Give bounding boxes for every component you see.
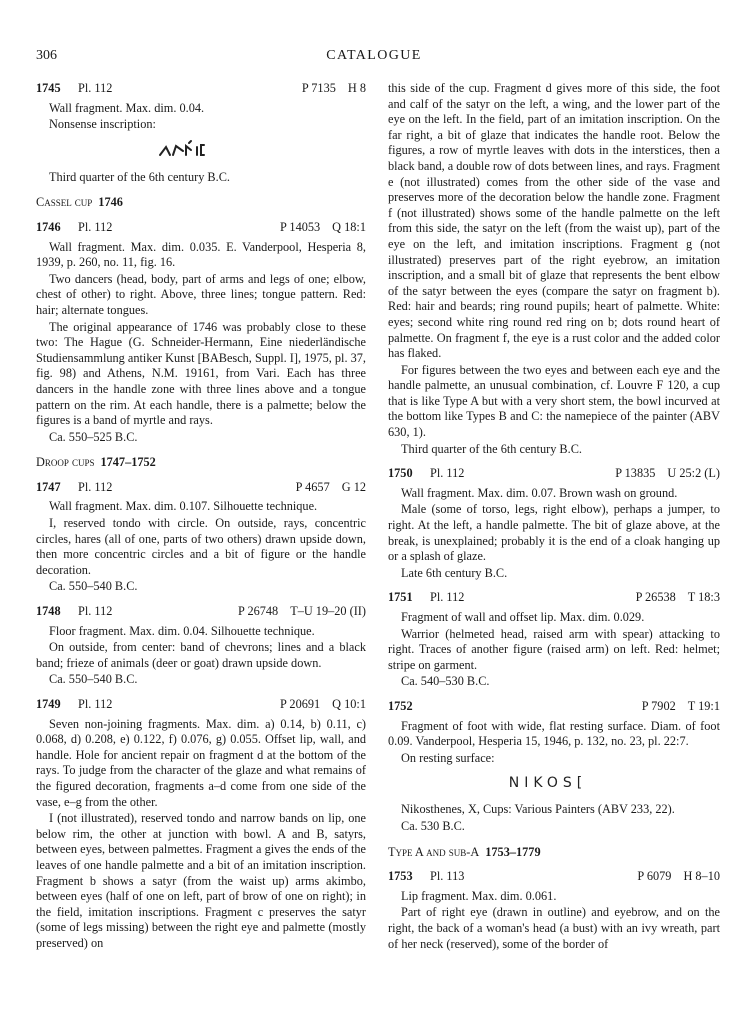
description: this side of the cup. Fragment d gives more of this side, the foot and calf of the satyr on the left, a wing, and the lower part of the eye on the left. In the field, part of an imitation inscription. On the far right, a bit of glaze that indicates the handle root. Below the figures, a row of myrtle leaves with dots in the interstices, then a black band, a double row of dots between lines, and rays. Fragment e (not illustrated) comes from the other side of the vase and preserves more of the decoration below the handle zone. Fragment f (not illustrated) shows some of the handle palmette on the left from this side, the satyr on the left (from the waist up), part of the eye on the left, and imitation inscriptions. Fragment g (not illustrated) preserves part of the right eyebrow, an imitation inscription, and a small bit of glaze that represents the bent elbow of the satyr between the eyes (compare the satyr on fragment b). Red: hair and beards; ring round pupils; heart of palmette. White: eyes; second white ring round red ring on b; dots round heart of palmette. On fragment f, the eye is a rust color and the added color has flaked. — [388, 81, 720, 361]
inventory-number: P 7902 — [641, 698, 676, 713]
right-column — [388, 81, 720, 961]
section-range: 1753–1779 — [485, 844, 541, 859]
description: Fragment of foot with wide, flat resting surface. Diam. of foot 0.09. Vanderpool, Hesperia 15, 1946, p. 132, no. 23, pl. 22:7. — [388, 718, 720, 749]
entry-header — [388, 590, 720, 606]
catalogue-entry-1747 — [36, 480, 366, 595]
section-range: 1747–1752 — [100, 455, 156, 470]
inventory-number: P 13835 — [615, 466, 656, 481]
inscription-text: NIKOS[ — [508, 775, 588, 792]
page-number: 306 — [36, 48, 57, 63]
plate-ref: Pl. 112 — [430, 590, 465, 605]
plate-ref: Pl. 112 — [78, 219, 113, 234]
inventory-number: P 26538 — [635, 590, 676, 605]
inventory-number: P 7135 — [301, 81, 336, 95]
description: Wall fragment. Max. dim. 0.035. E. Vanderpool, Hesperia 8, 1939, p. 260, no. 11, fig. 16. — [36, 239, 366, 270]
plate-ref: Pl. 112 — [78, 81, 113, 95]
commentary: For figures between the two eyes and between each eye and the handle palmette, an unusual combination, cf. Louvre F 120, a cup that is like Type A but with a very short stem, the bowl incurved at the bottom like Types B and C: the namepiece of the painter (ABV 630, 1). — [388, 362, 720, 440]
left-column — [36, 81, 366, 961]
section-label: Type A and sub-A — [388, 844, 480, 859]
inventory-number: P 26748 — [237, 604, 279, 619]
entry-number: 1753 — [388, 869, 413, 884]
attribution: Nikosthenes, X, Cups: Various Painters (ABV 233, 22). — [401, 802, 675, 817]
description: Wall fragment. Max. dim. 0.04. — [49, 100, 205, 115]
entry-header — [388, 869, 720, 885]
entry-header — [36, 220, 366, 236]
inventory-number: P 14053 — [279, 219, 321, 234]
plate-ref: Pl. 112 — [78, 697, 113, 711]
plate-ref: Pl. 112 — [78, 604, 113, 619]
nonsense-inscription-drawing — [156, 137, 366, 165]
description: Fragment of wall and offset lip. Max. dim. 0.029. — [401, 610, 645, 624]
description: I (not illustrated), reserved tondo and narrow bands on lip, one below rim, the other at junction with bowl. A and B, satyrs, between eyes, between palmettes. Fragment a gives the ends of the leaves of one handle palmette and a bit of an imitation inscription. Fragment b shows a satyr (from the waist up) arms akimbo, between eyes (half of one on left, part of brow of one on right); in the field, imitation inscriptions. Fragment c preserves the satyr (some of legs missing) between the right eye and palmette (mostly preserved) on — [36, 811, 366, 950]
section-range: 1746 — [98, 195, 123, 210]
catalogue-entry-1753 — [388, 869, 720, 952]
findspot: H 8 — [347, 81, 366, 95]
plate-ref: Pl. 113 — [430, 869, 465, 884]
date: Ca. 540–530 B.C. — [401, 674, 490, 689]
description: Nonsense inscription: — [49, 117, 156, 132]
entry-number: 1749 — [36, 697, 61, 711]
description: Seven non-joining fragments. Max. dim. a) 0.14, b) 0.11, c) 0.068, d) 0.208, e) 0.122, f) 0.076, g) 0.055. Offset lip, wall, and handle. Hole for ancient repair on fragment d at the bottom of the rays. To judge from the character of the glaze and what remains of the figured decoration, fragments a–d come from one side of the vase, e–g from the other. — [36, 716, 366, 809]
nikosthenes-inscription — [388, 770, 720, 796]
findspot: Q 18:1 — [332, 219, 366, 234]
date: Late 6th century B.C. — [401, 565, 508, 580]
entry-number: 1752 — [388, 698, 413, 713]
date: Third quarter of the 6th century B.C. — [401, 441, 582, 456]
plate-ref: Pl. 112 — [430, 466, 465, 481]
date: Ca. 550–540 B.C. — [49, 579, 138, 594]
entry-header — [36, 480, 366, 496]
entry-header — [388, 466, 720, 482]
catalogue-entry-1752 — [388, 699, 720, 835]
section-heading-droop — [36, 455, 366, 471]
catalogue-entry-1750 — [388, 466, 720, 581]
description: Warrior (helmeted head, raised arm with spear) attacking to right. Traces of another figure (raised arm) on left. Red: helmet; stripe on garment. — [388, 626, 720, 672]
description: Two dancers (head, body, part of arms and legs of one; elbow, chest of other) to right. Above, three lines; tongue pattern. Red: hair; alternate tongues. — [36, 271, 366, 317]
section-heading-type-a — [388, 845, 720, 861]
entry-number: 1748 — [36, 604, 61, 619]
entry-number: 1747 — [36, 479, 61, 494]
findspot: Q 10:1 — [332, 697, 366, 711]
description: Male (some of torso, legs, right elbow), perhaps a jumper, to right. At the left, a handle palmette. The bit of glaze above, at the break, is unexplained; probably it is the end of a cloak hanging up or a splash of glaze. — [388, 502, 720, 564]
catalogue-entry-1749-continued — [388, 81, 720, 457]
findspot: T 18:3 — [687, 590, 720, 605]
catalogue-entry-1745 — [36, 81, 366, 185]
plate-ref — [430, 699, 642, 715]
date: Ca. 550–525 B.C. — [49, 429, 138, 444]
catalogue-entry-1749 — [36, 697, 366, 952]
date: Third quarter of the 6th century B.C. — [49, 169, 230, 184]
description: On outside, from center: band of chevrons; lines and a black band; frieze of animals (deer or goat) drawn upside down. — [36, 640, 366, 670]
entry-number: 1751 — [388, 590, 413, 605]
inventory-number: P 6079 — [637, 869, 672, 884]
catalogue-entry-1751 — [388, 590, 720, 690]
entry-header — [36, 697, 366, 713]
inventory-number: P 4657 — [295, 479, 330, 494]
running-title: CATALOGUE — [326, 48, 422, 63]
commentary: The original appearance of 1746 was probably close to these two: The Hague (G. Schneider-Hermann, Eine niederländische Studiensammlung antiker Kunst [BABesch, Suppl. I], 1975, pl. 37, fig. 98) and Athens, N.M. 19161, from Vari. Each has three dancers in the handle zone with three lines above and a tongue pattern on the rim. At each handle, there is a palmette; below the figures is a band of myrtle and rays. — [36, 319, 366, 428]
findspot: T 19:1 — [687, 698, 720, 713]
description: Lip fragment. Max. dim. 0.061. — [401, 888, 557, 903]
findspot: U 25:2 (L) — [667, 466, 720, 481]
entry-header — [36, 81, 366, 97]
plate-ref: Pl. 112 — [78, 479, 113, 494]
findspot: G 12 — [341, 479, 366, 494]
description: Part of right eye (drawn in outline) and eyebrow, and on the right, the back of a woman's head (a bust) with an ivy wreath, part of her neck (reserved), some of the border of — [388, 905, 720, 951]
description: Floor fragment. Max. dim. 0.04. Silhouette technique. — [49, 623, 315, 638]
section-label: Cassel cup — [36, 195, 93, 210]
findspot: H 8–10 — [683, 869, 720, 884]
findspot: T–U 19–20 (II) — [290, 604, 366, 619]
description: Wall fragment. Max. dim. 0.107. Silhouette technique. — [49, 499, 318, 514]
date: Ca. 530 B.C. — [401, 818, 465, 833]
description: Wall fragment. Max. dim. 0.07. Brown wash on ground. — [401, 485, 678, 500]
entry-number: 1745 — [36, 81, 61, 95]
catalogue-entry-1748 — [36, 604, 366, 688]
section-heading-cassel — [36, 195, 366, 211]
entry-header — [36, 604, 366, 620]
description: I, reserved tondo with circle. On outside, rays, concentric circles, hares (all of one, parts of two others) drawn upside down, then more concentric circles and a bit of figure or the handle decoration. — [36, 516, 366, 577]
entry-header — [388, 699, 720, 715]
entry-number: 1750 — [388, 466, 413, 481]
date: Ca. 550–540 B.C. — [49, 672, 138, 687]
entry-number: 1746 — [36, 219, 61, 234]
catalogue-entry-1746 — [36, 220, 366, 445]
section-label: Droop cups — [36, 455, 95, 470]
inventory-number: P 20691 — [279, 697, 321, 711]
description: On resting surface: — [401, 750, 495, 765]
